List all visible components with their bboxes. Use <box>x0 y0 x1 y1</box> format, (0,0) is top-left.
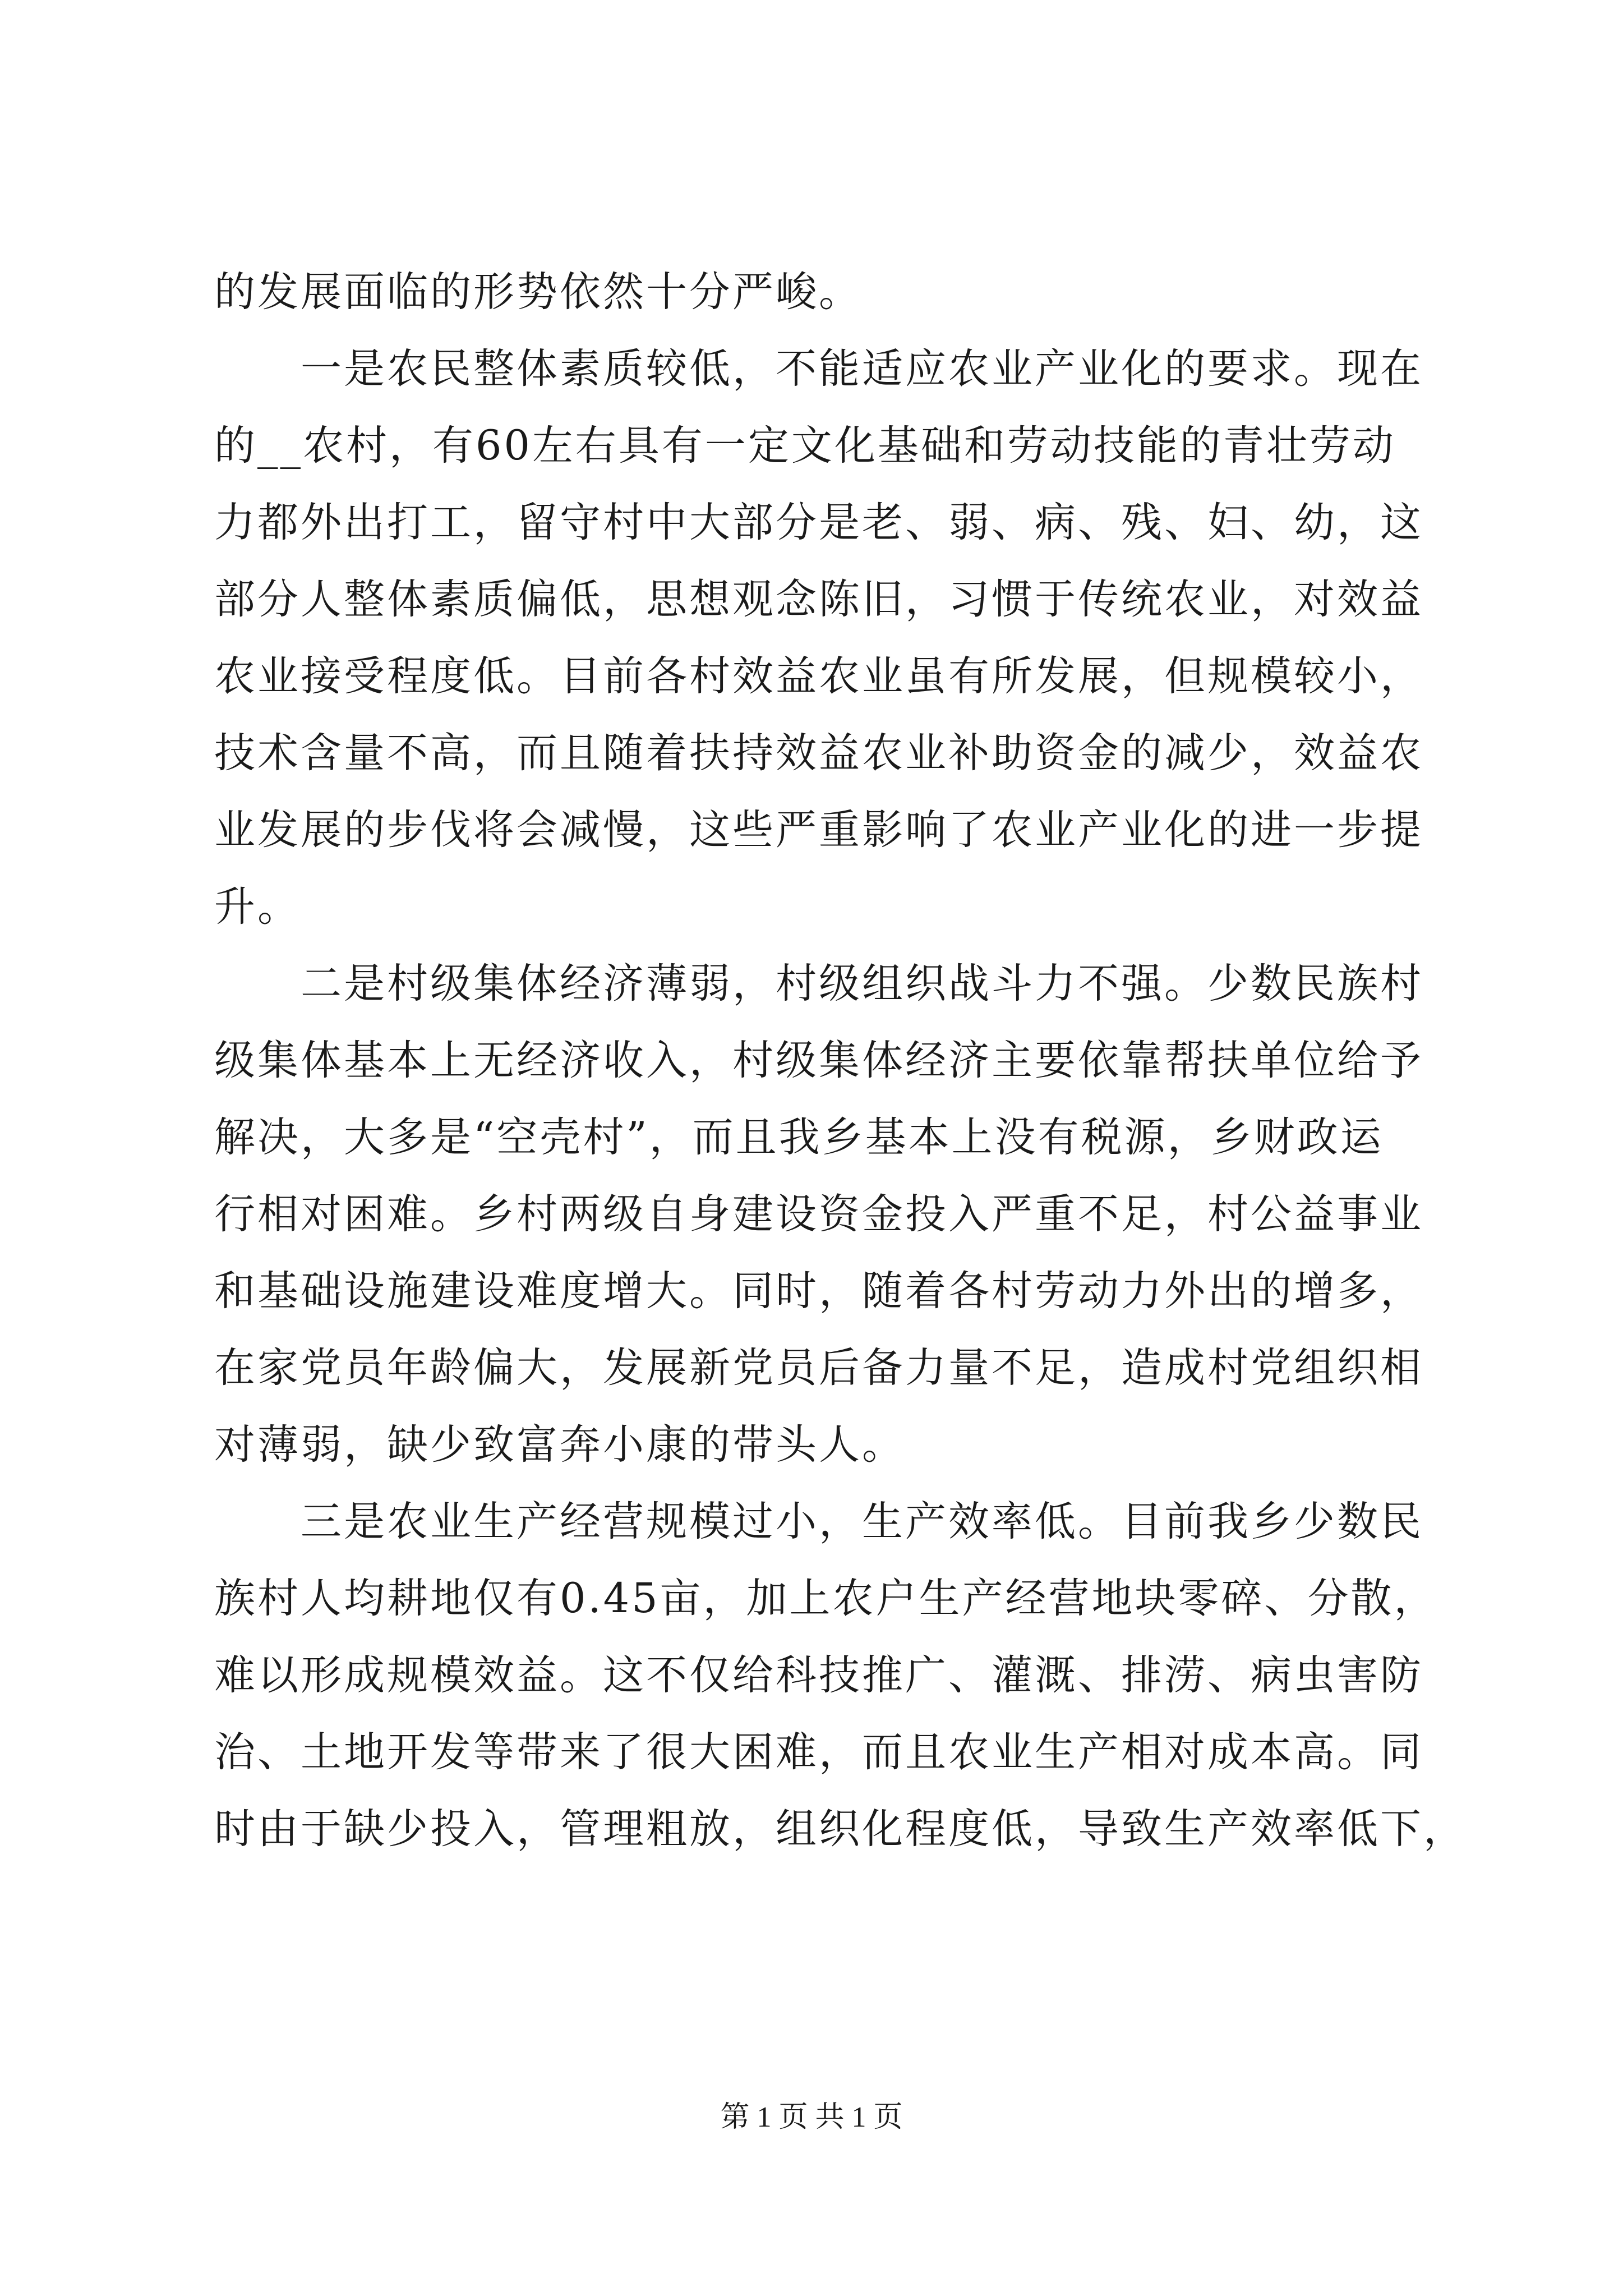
body-text <box>214 254 1467 1867</box>
text-line: 一是农民整体素质较低，不能适应农业产业化的要求。现在 <box>214 345 1423 393</box>
text-line: 的__农村，有60左右具有一定文化基础和劳动技能的青壮劳动 <box>214 422 1396 470</box>
text-line: 技术含量不高，而且随着扶持效益农业补助资金的减少，效益农 <box>214 729 1423 777</box>
text-line: 力都外出打工，留守村中大部分是老、弱、病、残、妇、幼，这 <box>214 499 1423 546</box>
text-line: 的发展面临的形势依然十分严峻。 <box>214 268 862 316</box>
text-line: 治、土地开发等带来了很大困难，而且农业生产相对成本高。同 <box>214 1728 1423 1776</box>
text-line: 业发展的步伐将会减慢，这些严重影响了农业产业化的进一步提 <box>214 806 1423 854</box>
text-line: 三是农业生产经营规模过小，生产效率低。目前我乡少数民 <box>214 1498 1423 1545</box>
text-line: 升。 <box>214 883 301 931</box>
text-line: 解决，大多是“空壳村”，而且我乡基本上没有税源，乡财政运 <box>214 1114 1384 1161</box>
text-line: 和基础设施建设难度增大。同时，随着各村劳动力外出的增多， <box>214 1267 1423 1315</box>
text-line: 难以形成规模效益。这不仅给科技推广、灌溉、排涝、病虫害防 <box>214 1651 1423 1699</box>
text-line: 二是村级集体经济薄弱，村级组织战斗力不强。少数民族村 <box>214 960 1423 1007</box>
text-line: 农业接受程度低。目前各村效益农业虽有所发展，但规模较小， <box>214 652 1423 700</box>
text-line: 时由于缺少投入，管理粗放，组织化程度低，导致生产效率低下， <box>214 1805 1467 1853</box>
text-line: 行相对困难。乡村两级自身建设资金投入严重不足，村公益事业 <box>214 1190 1423 1238</box>
text-line: 部分人整体素质偏低，思想观念陈旧，习惯于传统农业，对效益 <box>214 576 1423 623</box>
text-line: 族村人均耕地仅有0.45亩，加上农户生产经营地块零碎、分散， <box>214 1575 1437 1622</box>
text-line: 级集体基本上无经济收入，村级集体经济主要依靠帮扶单位给予 <box>214 1037 1423 1084</box>
text-line: 对薄弱，缺少致富奔小康的带头人。 <box>214 1421 905 1469</box>
text-line: 在家党员年龄偏大，发展新党员后备力量不足，造成村党组织相 <box>214 1344 1423 1392</box>
page-number-footer: 第 1 页 共 1 页 <box>720 2101 903 2133</box>
